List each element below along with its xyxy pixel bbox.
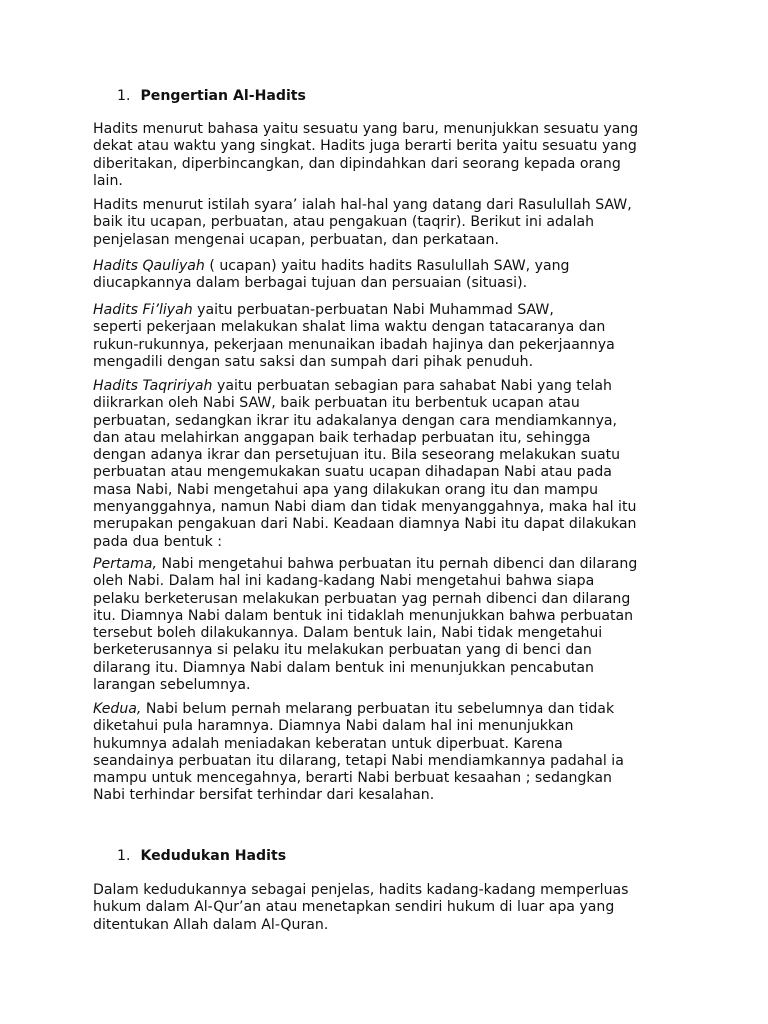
term-italic: Hadits Qauliyah [93,258,205,274]
text-line: diikrarkan oleh Nabi SAW, baik perbuatan itu berbentuk ucapan atau [93,395,580,412]
term-italic: Pertama, [93,556,157,572]
text-line: Kedua, Nabi belum pernah melarang perbuatan itu sebelumnya dan tidak [93,701,615,717]
section-number: 1. [117,848,131,864]
text-line: masa Nabi, Nabi mengetahui apa yang dilakukan orang itu dan mampu [93,481,599,498]
text-line: hukum dalam Al-Qur’an atau menetapkan sendiri hukum di luar apa yang [93,899,615,916]
text-line: oleh Nabi. Dalam hal ini kadang-kadang Nabi mengetahui bahwa siapa [93,573,595,590]
text-line: penjelasan mengenai ucapan, perbuatan, dan perkataan. [93,231,499,248]
text-line: dekat atau waktu yang singkat. Hadits juga berarti berita yaitu sesuatu yang [93,138,637,155]
text-line: berketerusannya si pelaku itu melakukan perbuatan yang di benci dan [93,642,592,659]
text-line: itu. Diamnya Nabi dalam bentuk ini tidaklah menunjukkan bahwa perbuatan [93,607,634,624]
term-italic: Kedua, [93,701,142,717]
text-line: dengan adanya ikrar dan persetujuan itu. Bila seseorang melakukan suatu [93,447,621,464]
text-line: dilarang itu. Diamnya Nabi dalam bentuk ini menunjukkan pencabutan [93,659,594,676]
section-title: Pengertian Al-Hadits [140,88,306,104]
section-heading-pengertian [117,88,306,105]
text-line: hukumnya adalah meniadakan keberatan untuk diperbuat. Karena [93,735,563,752]
text-line: seandainya perbuatan itu dilarang, tetapi Nabi mendiamkannya padahal ia [93,752,624,769]
section-heading-kedudukan [117,848,286,865]
text-line: perbuatan, sedangkan ikrar itu adakalanya dengan cara mendiamkannya, [93,412,618,429]
term-italic: Hadits Fi’liyah [93,302,193,318]
text-line: diberitakan, diperbincangkan, dan dipindahkan dari seorang kepada orang [93,155,621,172]
text-line: rukun-rukunnya, pekerjaan menunaikan ibadah hajinya dan pekerjaannya [93,336,615,353]
paragraph [93,302,683,371]
section-number: 1. [117,88,131,104]
text-line: merupakan pengakuan dari Nabi. Keadaan diamnya Nabi itu dapat dilakukan [93,516,637,533]
paragraph [93,701,683,805]
paragraph [93,556,683,694]
text-line: Pertama, Nabi mengetahui bahwa perbuatan itu pernah dibenci dan dilarang [93,556,638,572]
text-line: dan atau melahirkan anggapan baik terhadap perbuatan itu, sehingga [93,429,591,446]
paragraph [93,197,683,249]
paragraph [93,258,683,293]
text-line: seperti pekerjaan melakukan shalat lima waktu dengan tatacaranya dan [93,319,606,336]
text-line: mampu untuk mencegahnya, berarti Nabi berbuat kesaahan ; sedangkan [93,770,612,787]
text-line: diucapkannya dalam berbagai tujuan dan persuaian (situasi). [93,275,528,292]
text-line: lain. [93,172,123,189]
paragraph [93,882,683,934]
text-line: Dalam kedudukannya sebagai penjelas, hadits kadang-kadang memperluas [93,882,629,898]
text-line: larangan sebelumnya. [93,677,251,694]
text-line: Hadits menurut istilah syara’ ialah hal-hal yang datang dari Rasulullah SAW, [93,197,632,213]
text-line: perbuatan atau mengemukakan suatu ucapan dihadapan Nabi atau pada [93,464,612,481]
text-line: Hadits menurut bahasa yaitu sesuatu yang baru, menunjukkan sesuatu yang [93,121,639,137]
term-italic: Hadits Taqririyah [93,378,213,394]
text-line: Nabi terhindar bersifat terhindar dari kesalahan. [93,787,435,804]
text-line: Hadits Fi’liyah yaitu perbuatan-perbuatan Nabi Muhammad SAW, [93,302,554,318]
text-line: mengadili dengan satu saksi dan sumpah dari pihak penuduh. [93,353,534,370]
text-line: ditentukan Allah dalam Al-Quran. [93,916,329,933]
paragraph [93,121,683,190]
text-line: pelaku berketerusan melakukan perbuatan yag pernah dibenci dan dilarang [93,590,631,607]
text-line: tersebut boleh dilakukannya. Dalam bentuk lain, Nabi tidak mengetahui [93,625,603,642]
text-line: Hadits Qauliyah ( ucapan) yaitu hadits hadits Rasulullah SAW, yang [93,258,570,274]
text-line: baik itu ucapan, perbuatan, atau pengakuan (taqrir). Berikut ini adalah [93,214,595,231]
text-line: menyanggahnya, namun Nabi diam dan tidak menyanggahnya, maka hal itu [93,499,637,516]
text-line: Hadits Taqririyah yaitu perbuatan sebagian para sahabat Nabi yang telah [93,378,612,394]
section-title: Kedudukan Hadits [140,848,287,864]
text-line: pada dua bentuk : [93,533,223,550]
paragraph [93,378,683,551]
text-line: diketahui pula haramnya. Diamnya Nabi dalam hal ini menunjukkan [93,718,574,735]
